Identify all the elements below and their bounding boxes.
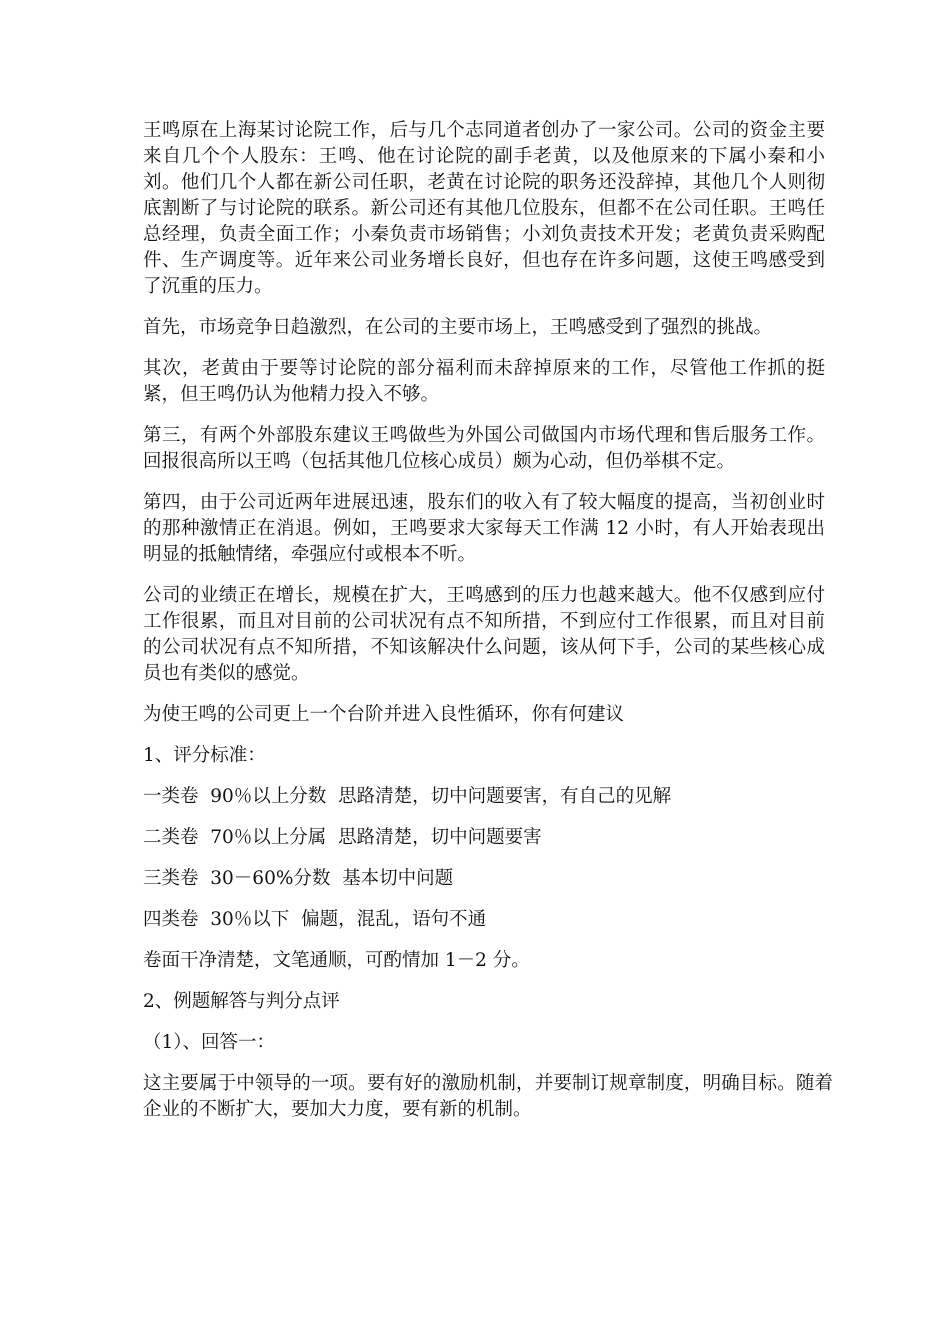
paragraph-first-issue: 首先，市场竞争日趋激烈，在公司的主要市场上，王鸣感受到了强烈的挑战。 xyxy=(143,317,773,338)
examples-heading: 2、例题解答与判分点评 xyxy=(143,991,340,1012)
paragraph-fourth-issue: 第四，由于公司近两年进展迅速，股东们的收入有了较大幅度的提高，当初创业时的那种激情正在消退。例如，王鸣要求大家每天工作满 12 小时，有人开始表现出明显的抵触情绪，牵强应付或根本不听。 xyxy=(143,492,825,565)
answer-1-heading: （1）、回答一： xyxy=(143,1032,276,1053)
answer-1-text: 这主要属于中领导的一项。要有好的激励机制，并要制订规章制度，明确目标。随着企业的不断扩大，要加大力度，要有新的机制。 xyxy=(143,1073,833,1120)
paragraph-growth: 公司的业绩正在增长，规模在扩大，王鸣感到的压力也越来越大。他不仅感到应付工作很累，而且对目前的公司状况有点不知所措，不到应付工作很累，而且对目前的公司状况有点不知所措，不知该解决什么问题，该从何下手，公司的某些核心成员也有类似的感觉。 xyxy=(143,585,825,684)
grade-level-2: 二类卷 70％以上分属 思路清楚，切中问题要害 xyxy=(143,827,542,848)
question-text: 为使王鸣的公司更上一个台阶并进入良性循环，你有何建议 xyxy=(143,704,625,725)
scoring-heading: 1、评分标准： xyxy=(143,745,266,766)
grade-level-3: 三类卷 30－60%分数 基本切中问题 xyxy=(143,868,454,889)
document-body xyxy=(143,118,833,1138)
paragraph-second-issue: 其次，老黄由于要等讨论院的部分福利而未辞掉原来的工作，尽管他工作抓的挺紧，但王鸣仍认为他精力投入不够。 xyxy=(143,358,825,405)
grade-level-1: 一类卷 90％以上分数 思路清楚，切中问题要害，有自己的见解 xyxy=(143,786,672,807)
paragraph-intro: 王鸣原在上海某讨论院工作，后与几个志同道者创办了一家公司。公司的资金主要来自几个个人股东：王鸣、他在讨论院的副手老黄，以及他原来的下属小秦和小刘。他们几个人都在新公司任职，老黄在讨论院的职务还没辞掉，其他几个人则彻底割断了与讨论院的联系。新公司还有其他几位股东，但都不在公司任职。王鸣任总经理，负责全面工作；小秦负责市场销售；小刘负责技术开发；老黄负责采购配件、生产调度等。近年来公司业务增长良好，但也存在许多问题，这使王鸣感受到了沉重的压力。 xyxy=(143,120,825,297)
paragraph-third-issue: 第三，有两个外部股东建议王鸣做些为外国公司做国内市场代理和售后服务工作。回报很高所以王鸣（包括其他几位核心成员）颇为心动，但仍举棋不定。 xyxy=(143,425,825,472)
grade-level-4: 四类卷 30％以下 偏题，混乱，语句不通 xyxy=(143,909,487,930)
bonus-note: 卷面干净清楚，文笔通顺，可酌情加 1－2 分。 xyxy=(143,950,530,971)
